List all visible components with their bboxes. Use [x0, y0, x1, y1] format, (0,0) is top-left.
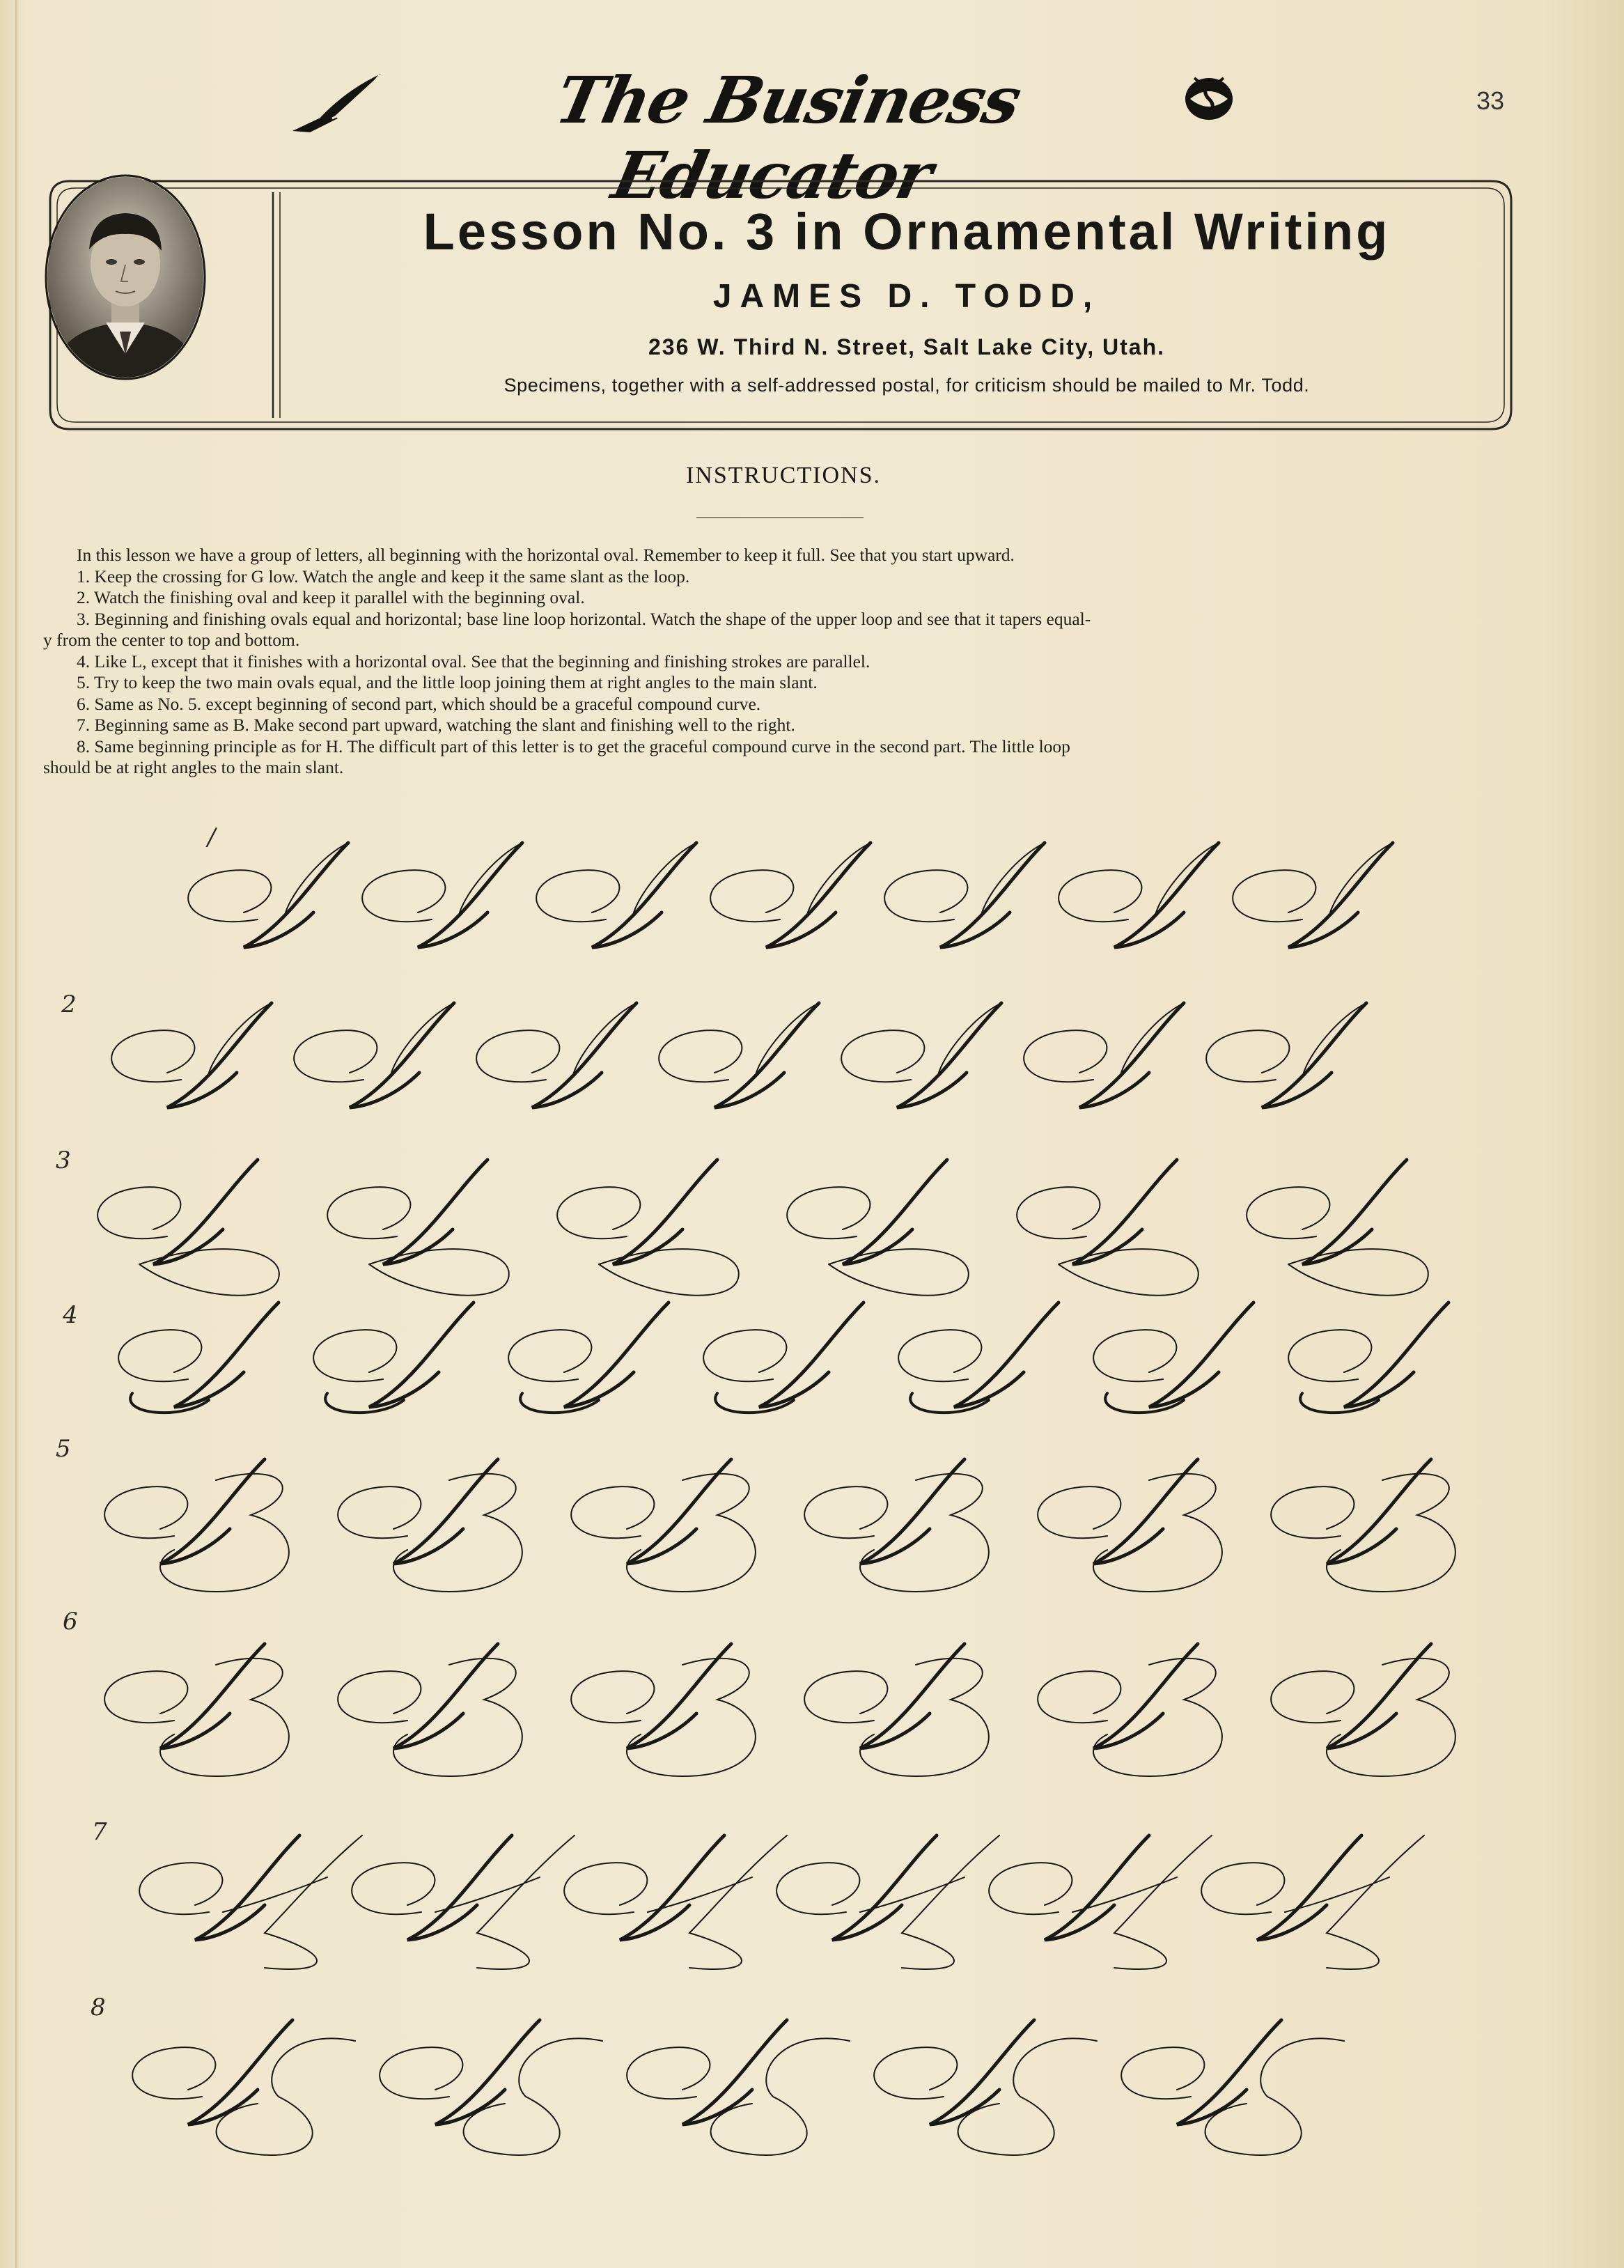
row-number: 4 [63, 1301, 78, 1329]
seal-icon [1180, 71, 1237, 127]
script-letter-h [139, 1835, 362, 1969]
script-letter-g [710, 843, 870, 947]
script-letter-g [362, 843, 522, 947]
script-letter-g [841, 1003, 1001, 1108]
script-letter-l [1017, 1160, 1199, 1296]
script-letter-g [294, 1003, 454, 1108]
script-letter-l [787, 1160, 969, 1296]
script-letter-s [1288, 1303, 1449, 1413]
instructions-text [43, 545, 1520, 779]
instruction-item: 4. Like L, except that it finishes with a horizontal oval. See that the beginning and finishing strokes are parallel. [77, 651, 870, 671]
row-number: 3 [56, 1147, 71, 1174]
instruction-item: 1. Keep the crossing for G low. Watch the angle and keep it the same slant as the loop. [77, 566, 690, 587]
masthead [0, 56, 1624, 213]
script-letter-h [989, 1835, 1212, 1969]
script-letter-b [804, 1644, 989, 1776]
script-letter-s [118, 1303, 279, 1413]
script-letter-b [338, 1644, 522, 1776]
row-number: 8 [91, 1994, 106, 2021]
script-letter-k [380, 2020, 602, 2155]
specimen-row [0, 989, 1624, 1142]
script-letter-s [898, 1303, 1059, 1413]
specimens-note: Specimens, together with a self-addressed postal, for criticism should be mailed to Mr. Todd. [503, 375, 1310, 396]
script-letter-g [476, 1003, 637, 1108]
script-letter-l [327, 1160, 509, 1296]
script-letter-l [97, 1160, 279, 1296]
specimen-row [0, 1435, 1624, 1609]
instruction-item: 7. Beginning same as B. Make second part upward, watching the slant and finishing well to the right. [77, 715, 795, 735]
row-number: 2 [61, 991, 77, 1018]
script-letter-b [1271, 1644, 1455, 1776]
instruction-item: 2. Watch the finishing oval and keep it parallel with the beginning oval. [77, 587, 585, 607]
script-letter-b [571, 1459, 756, 1592]
script-letter-b [338, 1459, 522, 1592]
specimen-row [0, 1142, 1624, 1303]
script-letter-b [1038, 1644, 1222, 1776]
instruction-item: 3. Beginning and finishing ovals equal and horizontal; base line loop horizontal. Watch the shape of the upper loop and see that it tapers equal- [77, 608, 1091, 629]
script-letter-l [1247, 1160, 1428, 1296]
row-number: 5 [56, 1435, 71, 1463]
page-number: 33 [1476, 86, 1505, 115]
specimen-row [0, 1992, 1624, 2173]
script-letter-g [1233, 843, 1393, 947]
instruction-item-continued: y from the center to top and bottom. [43, 630, 300, 650]
instruction-item: 6. Same as No. 5. except beginning of second part, which should be a graceful compound curve. [77, 693, 761, 714]
lesson-header [43, 173, 1520, 437]
author-address: 236 W. Third N. Street, Salt Lake City, Utah. [648, 334, 1165, 359]
script-letter-g [1024, 1003, 1184, 1108]
penmanship-specimens [0, 822, 1624, 2222]
script-letter-h [564, 1835, 787, 1969]
script-letter-g [1059, 843, 1219, 947]
script-letter-b [104, 1459, 289, 1592]
script-letter-b [104, 1644, 289, 1776]
script-letter-g [111, 1003, 272, 1108]
script-letter-g [659, 1003, 819, 1108]
script-letter-h [352, 1835, 575, 1969]
instructions-heading: INSTRUCTIONS. [685, 463, 882, 488]
script-letter-h [776, 1835, 999, 1969]
script-letter-g [536, 843, 696, 947]
script-letter-s [703, 1303, 864, 1413]
lesson-title: Lesson No. 3 in Ornamental Writing [423, 203, 1391, 261]
script-letter-g [884, 843, 1045, 947]
instructions-intro: In this lesson we have a group of letters, all beginning with the horizontal oval. Remember to keep it full. See that you start upward. [77, 545, 1015, 565]
row-number: 6 [63, 1608, 78, 1636]
quill-icon [289, 70, 383, 136]
portrait-photo [43, 173, 208, 382]
specimen-row [0, 836, 1624, 975]
script-letter-l [557, 1160, 739, 1296]
script-letter-s [1093, 1303, 1254, 1413]
row-number: 7 [92, 1818, 107, 1846]
script-letter-b [1271, 1459, 1455, 1592]
script-letter-h [1201, 1835, 1424, 1969]
script-letter-g [1206, 1003, 1366, 1108]
instruction-item: 5. Try to keep the two main ovals equal, and the little loop joining them at right angles to the main slant. [77, 672, 818, 692]
masthead-title: The Business Educator [549, 63, 1027, 213]
script-letter-k [1121, 2020, 1344, 2155]
specimen-row [0, 1811, 1624, 1985]
heading-divider [696, 517, 864, 518]
script-letter-k [874, 2020, 1097, 2155]
script-letter-s [508, 1303, 669, 1413]
script-letter-s [313, 1303, 474, 1413]
script-letter-b [804, 1459, 989, 1592]
row-number: / [208, 823, 216, 851]
script-letter-k [627, 2020, 850, 2155]
script-letter-b [1038, 1459, 1222, 1592]
specimen-row [0, 1296, 1624, 1435]
script-letter-k [132, 2020, 355, 2155]
instruction-item: 8. Same beginning principle as for H. The difficult part of this letter is to get the graceful compound curve in the second part. The little loop [77, 736, 1070, 756]
script-letter-b [571, 1644, 756, 1776]
author-name: JAMES D. TODD, [712, 278, 1101, 315]
script-letter-g [188, 843, 348, 947]
instruction-item-continued: should be at right angles to the main slant. [43, 757, 344, 777]
specimen-row [0, 1616, 1624, 1797]
